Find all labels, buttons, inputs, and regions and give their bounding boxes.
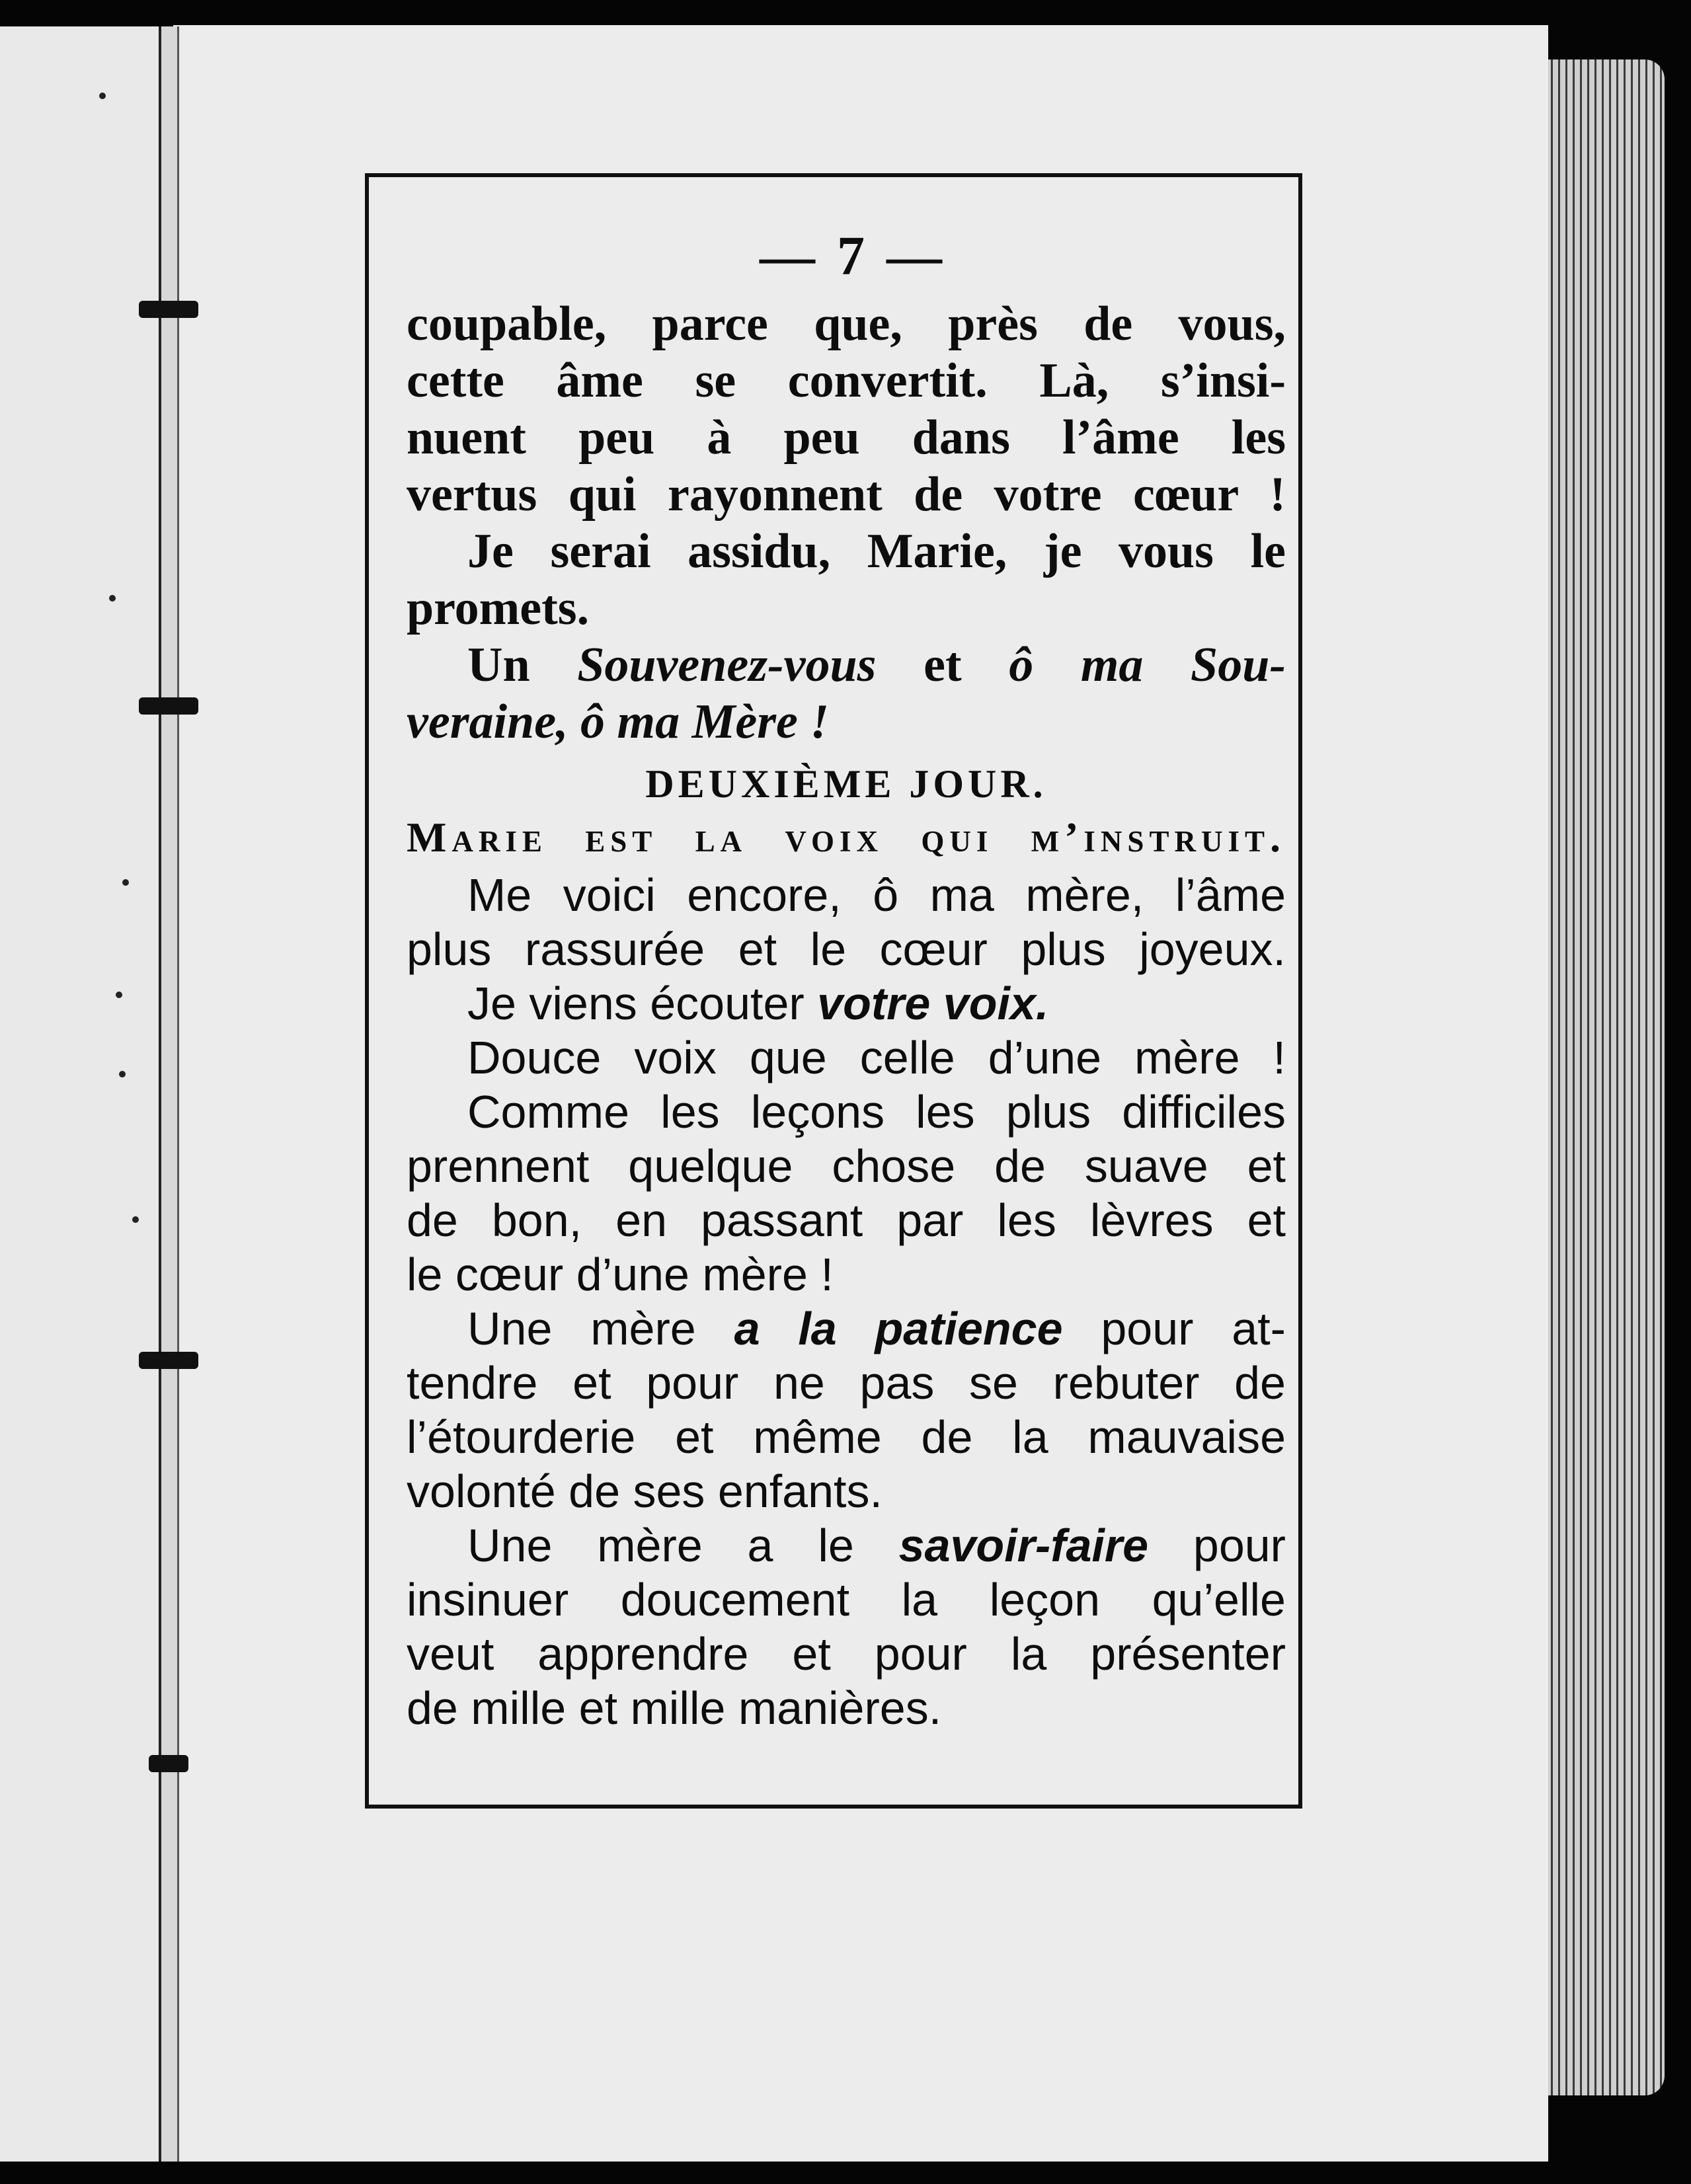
- text-line: l’étourderie et même de la mauvaise: [407, 1411, 1286, 1463]
- text-span: pour: [1148, 1520, 1286, 1571]
- text-line: de mille et mille manières.: [407, 1682, 942, 1734]
- text-line: [407, 976, 1286, 1031]
- text-line: nuent peu à peu dans l’âme les: [407, 410, 1286, 465]
- binding-stitch: [139, 697, 198, 715]
- prayer-prefix: Un: [467, 638, 578, 692]
- day-subheading: Marie est la voix qui m’instruit.: [407, 814, 1286, 861]
- text-span: Une mère a le: [467, 1520, 899, 1571]
- italic-span: a la patience: [734, 1303, 1063, 1354]
- speck: [116, 992, 122, 998]
- text-line: coupable, parce que, près de vous,: [407, 297, 1286, 351]
- page-text: [407, 225, 1286, 1735]
- text-line: vertus qui rayonnent de votre cœur !: [407, 467, 1286, 522]
- text-line: plus rassurée et le cœur plus joyeux.: [407, 923, 1286, 975]
- text-line: le cœur d’une mère !: [407, 1249, 834, 1300]
- text-line: de bon, en passant par les lèvres et: [407, 1194, 1286, 1246]
- text-span: pour at-: [1062, 1303, 1286, 1354]
- binding-stitch: [149, 1755, 188, 1772]
- book-binding: [159, 26, 179, 2162]
- prayer-line: veraine, ô ma Mère !: [407, 695, 830, 749]
- speck: [109, 595, 116, 602]
- text-line: [407, 1518, 1286, 1573]
- page-number: — 7 —: [760, 225, 946, 287]
- day-heading: DEUXIÈME JOUR.: [645, 762, 1047, 806]
- binding-stitch: [139, 1352, 198, 1369]
- text-line: Me voici encore, ô ma mère, l’âme: [467, 869, 1286, 921]
- page-stack-edge: [1546, 59, 1665, 2095]
- left-facing-page: [0, 26, 165, 2162]
- speck: [119, 1071, 126, 1077]
- text-line: Douce voix que celle d’une mère !: [467, 1032, 1286, 1083]
- speck: [99, 93, 106, 99]
- prayer-italic: Souvenez-vous: [577, 638, 877, 692]
- text-line: volonté de ses enfants.: [407, 1465, 883, 1517]
- text-line: [407, 1302, 1286, 1356]
- text-line: cette âme se convertit. Là, s’insi-: [407, 354, 1286, 408]
- text-line: prennent quelque chose de suave et: [407, 1140, 1286, 1192]
- text-span: Une mère: [467, 1303, 734, 1354]
- text-line: tendre et pour ne pas se rebuter de: [407, 1357, 1286, 1409]
- speck: [122, 879, 129, 886]
- text-span: Je viens écouter: [467, 978, 818, 1029]
- prayer-middle: et: [876, 638, 1009, 692]
- text-line: veut apprendre et pour la présenter: [407, 1628, 1286, 1680]
- italic-span: votre voix.: [817, 978, 1049, 1029]
- prayer-line: [407, 637, 1286, 693]
- speck: [132, 1216, 139, 1223]
- text-line: promets.: [407, 581, 590, 635]
- prayer-italic: ô ma Sou-: [1009, 638, 1286, 692]
- block-two: [407, 868, 1286, 1735]
- text-line: Comme les leçons les plus difficiles: [467, 1086, 1286, 1138]
- text-line: Je serai assidu, Marie, je vous le: [467, 524, 1286, 578]
- italic-span: savoir-faire: [898, 1520, 1149, 1571]
- binding-stitch: [139, 301, 198, 318]
- text-line: insinuer doucement la leçon qu’elle: [407, 1574, 1286, 1625]
